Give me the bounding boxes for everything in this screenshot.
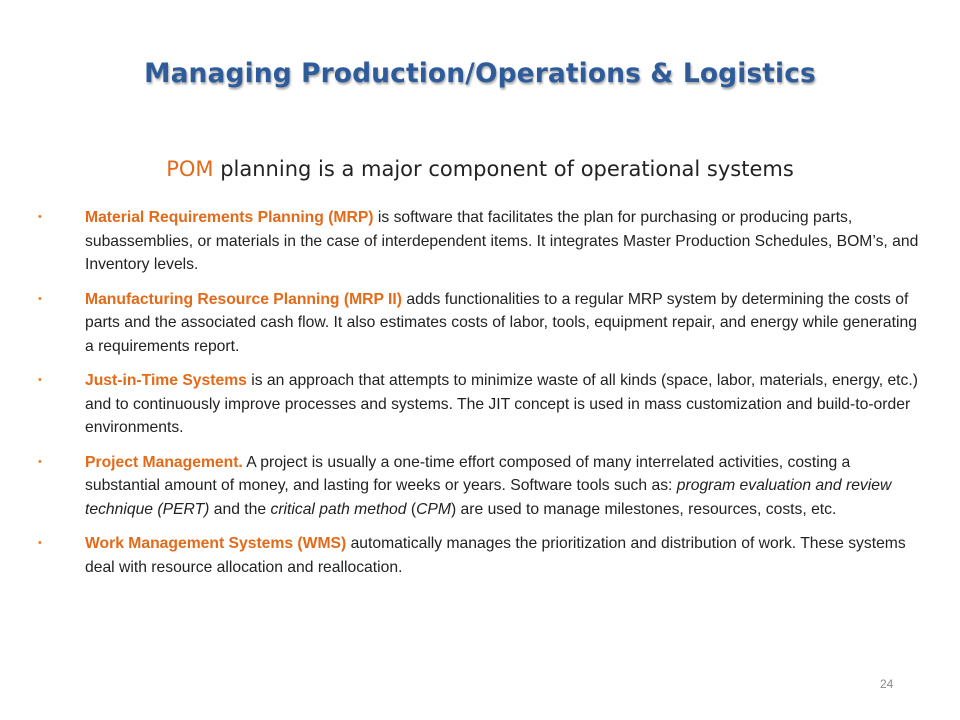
bullet-mrp-ii — [38, 288, 928, 359]
subtitle-text: planning is a major component of operational systems — [213, 157, 794, 181]
bullet-list — [38, 206, 928, 590]
bullet-text-part: ) are used to manage milestones, resources, costs, etc. — [450, 500, 837, 518]
bullet-text-part: and the — [209, 500, 271, 518]
pert-term: program evaluation and review technique (PERT) — [85, 477, 892, 518]
subtitle-accent: POM — [166, 157, 214, 181]
bullet-text: adds functionalities to a regular MRP system by determining the costs of parts and the associated cash flow. It also estimates costs of labor, tools, equipment repair, and energy while generating a requirements report. — [85, 290, 917, 355]
bullet-text-part: A project is usually a one-time effort composed of many interrelated activities, costing a substantial amount of money, and lasting for weeks or years. Software tools such as: — [85, 453, 851, 494]
bullet-dot: • — [38, 292, 42, 305]
bullet-term: Project Management. — [85, 453, 243, 471]
bullet-dot: • — [38, 537, 42, 549]
bullet-dot: • — [38, 374, 42, 386]
bullet-project-management — [38, 451, 928, 522]
bullet-wms — [38, 532, 928, 579]
bullet-text-part: ( — [406, 500, 417, 518]
bullet-text: automatically manages the prioritization and distribution of work. These systems deal with resource allocation and reallocation. — [85, 535, 906, 576]
slide-subtitle — [0, 157, 960, 181]
cpm-abbrev: CPM — [416, 500, 451, 518]
bullet-term: Manufacturing Resource Planning (MRP II) — [85, 290, 402, 308]
bullet-mrp — [38, 206, 928, 277]
page-number: 24 — [880, 677, 894, 691]
cpm-term: critical path method — [270, 500, 407, 518]
bullet-text: is an approach that attempts to minimize waste of all kinds (space, labor, materials, energy, etc.) and to continuously improve processes and systems. The JIT concept is used in mass customization and build-to-order environments. — [85, 372, 918, 436]
slide-title: Managing Production/Operations & Logistics — [144, 58, 816, 89]
bullet-term: Work Management Systems (WMS) — [85, 535, 347, 552]
bullet-term: Material Requirements Planning (MRP) — [85, 209, 374, 226]
bullet-text: is software that facilitates the plan for purchasing or producing parts, subassemblies, or materials in the case of interdependent items. It integrates Master Production Schedules, BOM’s, and Inventory levels. — [85, 209, 919, 273]
bullet-dot: • — [38, 455, 42, 468]
bullet-jit — [38, 369, 928, 440]
bullet-dot: • — [38, 211, 42, 223]
bullet-term: Just-in-Time Systems — [85, 372, 247, 389]
